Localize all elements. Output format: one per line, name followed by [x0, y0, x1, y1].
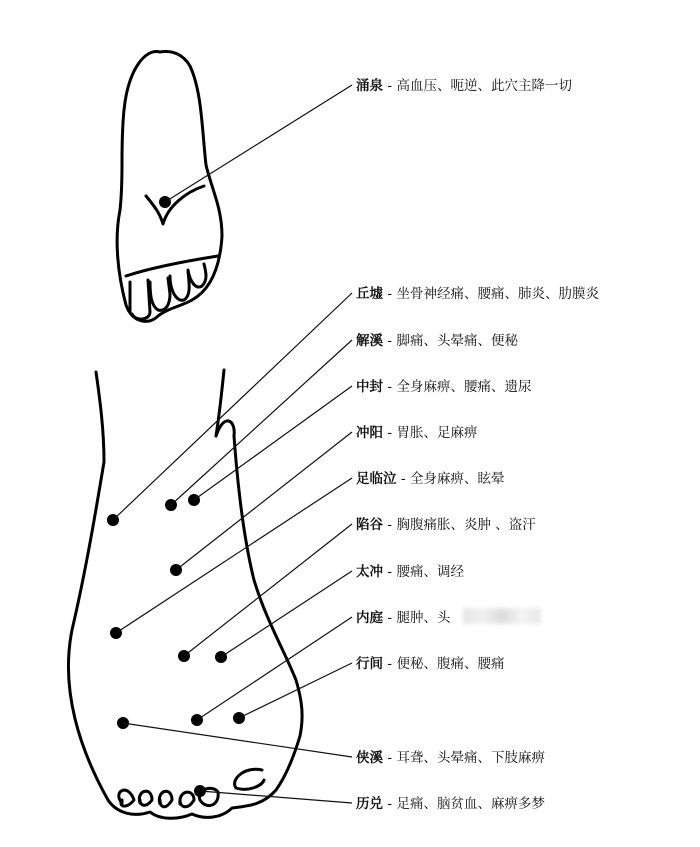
label-neiting-name: 内庭: [356, 610, 383, 626]
label-lidui-name: 历兑: [356, 796, 383, 812]
label-neiting-sep: -: [383, 610, 397, 626]
label-xiaxi-name: 侠溪: [356, 750, 383, 766]
toe-1: [119, 790, 134, 806]
sole-illustration: [117, 52, 222, 322]
label-xingjian-name: 行间: [356, 656, 383, 672]
sole-toe-4: [188, 264, 206, 287]
leader-jiexi: [171, 340, 352, 505]
label-xiaxi: [356, 749, 545, 767]
label-taichong-name: 太冲: [356, 564, 383, 580]
label-chongyang-desc: 胃胀、足麻痹: [396, 425, 478, 441]
leader-zulinqi: [116, 478, 352, 633]
label-qiuxu-name: 丘墟: [356, 286, 383, 302]
sole-arch-curve: [146, 186, 204, 224]
label-xiaxi-desc: 耳聋、头晕痛、下肢麻痹: [396, 750, 545, 766]
label-yongquan-desc: 高血压、呃逆、此穴主降一切: [396, 78, 572, 94]
leader-lidui: [200, 791, 352, 803]
label-xingjian: [356, 655, 504, 673]
dorsum-illustration: [68, 370, 302, 818]
label-xingjian-desc: 便秘、腹痛、腰痛: [396, 656, 505, 672]
label-zhongfeng-desc: 全身麻痹、腰痛、遗尿: [396, 379, 532, 395]
label-taichong: [356, 563, 464, 581]
sole-toe-1: [130, 280, 150, 319]
label-neiting-desc: 腿肿、头: [396, 610, 451, 626]
label-yongquan: [356, 77, 572, 95]
label-qiuxu-desc: 坐骨神经痛、腰痛、肺炎、肋膜炎: [396, 286, 599, 302]
label-qiuxu-sep: -: [383, 286, 397, 302]
sole-toe-3: [170, 272, 189, 300]
leader-chongyang: [176, 432, 352, 570]
toe-little: [235, 769, 264, 789]
label-lidui-sep: -: [383, 796, 397, 812]
label-xiangu-sep: -: [383, 517, 397, 533]
leader-lines: [113, 85, 352, 803]
leader-yongquan: [165, 85, 352, 202]
label-xiangu-name: 陷谷: [356, 517, 383, 533]
label-xiangu-desc: 胸腹痛胀、炎肿 、盗汗: [396, 517, 536, 533]
label-zhongfeng: [356, 378, 531, 396]
label-zhongfeng-name: 中封: [356, 379, 383, 395]
label-yongquan-sep: -: [383, 78, 397, 94]
blurred-text-region: [463, 608, 541, 624]
sole-toe-2: [150, 278, 170, 310]
label-chongyang: [356, 424, 477, 442]
label-yongquan-name: 涌泉: [356, 78, 383, 94]
toe-2: [139, 791, 152, 805]
label-jiexi: [356, 332, 518, 350]
label-zulinqi-sep: -: [396, 471, 410, 487]
label-neiting: [356, 609, 450, 627]
label-chongyang-sep: -: [383, 425, 397, 441]
label-lidui: [356, 795, 545, 813]
label-qiuxu: [356, 285, 599, 303]
leader-xiaxi: [123, 723, 352, 757]
dorsum-points: [107, 494, 245, 797]
label-jiexi-desc: 脚痛、头晕痛、便秘: [396, 333, 518, 349]
label-jiexi-sep: -: [383, 333, 397, 349]
leader-xingjian: [239, 663, 352, 718]
label-zulinqi-name: 足临泣: [356, 471, 397, 487]
leader-zhongfeng: [194, 386, 352, 500]
leader-qiuxu: [113, 293, 352, 520]
label-xiangu: [356, 516, 536, 534]
label-chongyang-name: 冲阳: [356, 425, 383, 441]
label-xiaxi-sep: -: [383, 750, 397, 766]
label-zulinqi-desc: 全身麻痹、眩晕: [409, 471, 505, 487]
label-taichong-desc: 腰痛、调经: [396, 564, 464, 580]
label-zhongfeng-sep: -: [383, 379, 397, 395]
toe-3: [159, 791, 172, 806]
leg-left-edge: [96, 372, 104, 462]
label-taichong-sep: -: [383, 564, 397, 580]
toe-4: [180, 792, 194, 807]
label-lidui-desc: 足痛、脑贫血、麻痹多梦: [396, 796, 545, 812]
label-xingjian-sep: -: [383, 656, 397, 672]
label-zulinqi: [356, 470, 504, 488]
label-jiexi-name: 解溪: [356, 333, 383, 349]
leader-taichong: [221, 571, 352, 657]
